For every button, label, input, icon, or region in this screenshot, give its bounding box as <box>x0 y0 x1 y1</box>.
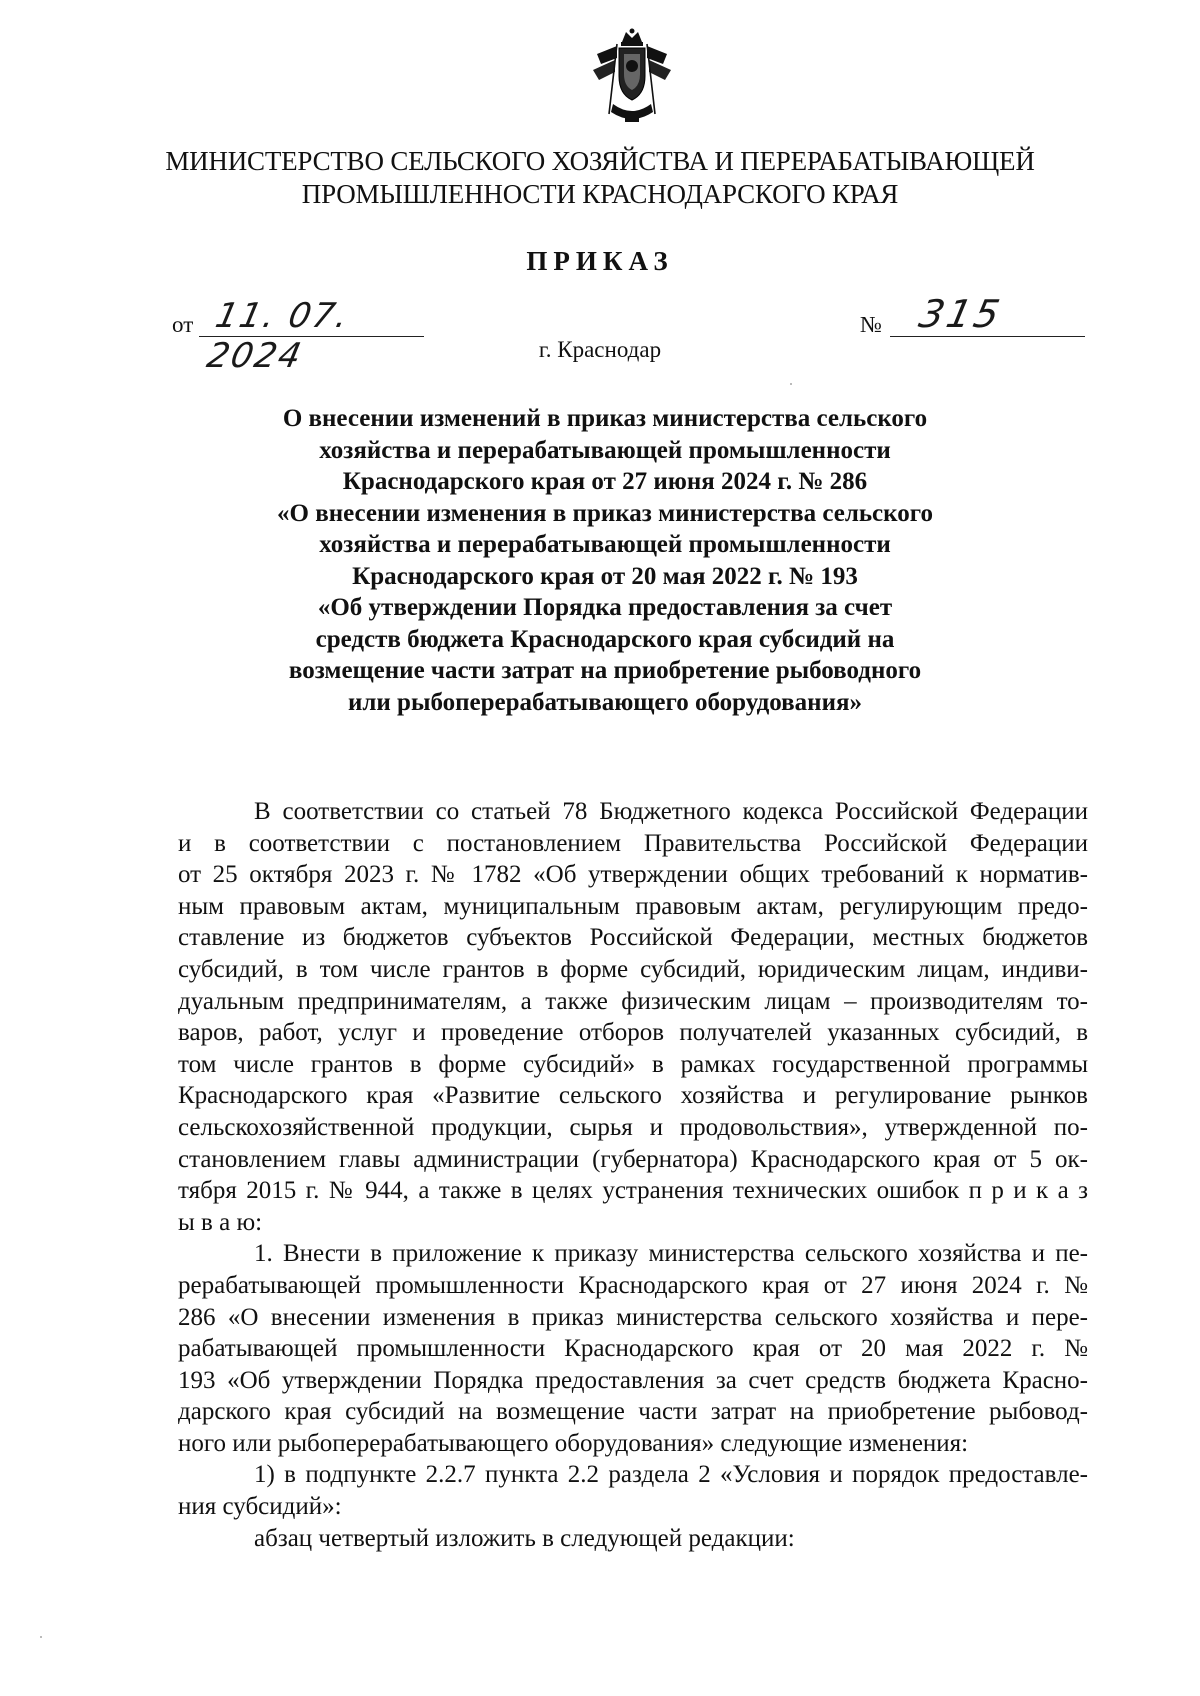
subject-line: Краснодарского края от 27 июня 2024 г. № 286 <box>342 468 868 495</box>
ministry-name-line2: ПРОМЫШЛЕННОСТИ КРАСНОДАРСКОГО КРАЯ <box>301 179 899 209</box>
ministry-name-line1: МИНИСТЕРСТВО СЕЛЬСКОГО ХОЗЯЙСТВА И ПЕРЕРАБАТЫВАЮЩЕЙ <box>165 146 1035 176</box>
body-line: ного или рыбоперерабатывающего оборудования» следующие изменения: <box>178 1429 969 1457</box>
subject-line: «О внесении изменения в приказ министерства сельского <box>277 499 933 527</box>
order-title: ПРИКАЗ <box>526 246 674 276</box>
body-line: В соответствии со статьей 78 Бюджетного кодекса Российской Федерации <box>254 798 1088 825</box>
body-line: ставление из бюджетов субъектов Российской Федерации, местных бюджетов <box>178 924 1088 952</box>
body-line: субсидий, в том числе грантов в форме субсидий, юридическим лицам, индиви- <box>178 955 1088 983</box>
body-line: том числе грантов в форме субсидий» в рамках государственной программы <box>178 1050 1088 1078</box>
body-line: тября 2015 г. № 944, а также в целях устранения технических ошибок п р и к а з <box>178 1177 1088 1205</box>
order-number <box>860 292 1090 340</box>
body-line: от 25 октября 2023 г. № 1782 «Об утверждении общих требований к норматив- <box>178 861 1088 889</box>
body-line: становлением главы администрации (губернатора) Краснодарского края от 5 ок- <box>178 1145 1088 1173</box>
date-underline <box>199 336 424 337</box>
body-line: 193 «Об утверждении Порядка предоставления за счет средств бюджета Красно- <box>178 1366 1088 1394</box>
subject-line: О внесении изменений в приказ министерства сельского <box>282 405 928 432</box>
subject-line: хозяйства и перерабатывающей промышленности <box>319 436 891 464</box>
body-line: Краснодарского края «Развитие сельского хозяйства и регулирование рынков <box>178 1082 1088 1110</box>
subject-line: средств бюджета Краснодарского края субсидий на <box>315 625 895 653</box>
handwritten-date: 11. 07. 2024 <box>203 296 354 376</box>
body-line: дуальным предпринимателям, а также физическим лицам – производителям то- <box>178 987 1088 1015</box>
body-line: сельскохозяйственной продукции, сырья и продовольствия», утвержденной по- <box>178 1113 1088 1141</box>
date-prefix: от <box>172 312 194 337</box>
scan-speck <box>40 1636 42 1638</box>
body-line: рерабатывающей промышленности Краснодарского края от 27 июня 2024 г. № <box>178 1271 1088 1299</box>
body-line: дарского края субсидий на возмещение части затрат на приобретение рыбовод- <box>178 1398 1088 1426</box>
number-underline <box>890 336 1085 337</box>
body-line: и в соответствии с постановлением Правительства Российской Федерации <box>178 829 1088 857</box>
handwritten-number: 315 <box>915 292 1007 336</box>
ministry-name <box>120 145 1080 211</box>
body-line: ным правовым актам, муниципальным правовым актам, регулирующим предо- <box>178 892 1088 920</box>
subject-line: или рыбоперерабатывающего оборудования» <box>347 688 863 716</box>
city: г. Краснодар <box>538 337 662 362</box>
body-line: 1) в подпункте 2.2.7 пункта 2.2 раздела 2 «Условия и порядок предоставле- <box>254 1461 1088 1489</box>
subject-line: Краснодарского края от 20 мая 2022 г. № 193 <box>352 562 858 590</box>
body-line: рабатывающей промышленности Краснодарского края от 20 мая 2022 г. № <box>178 1335 1088 1363</box>
number-prefix: № <box>860 312 882 337</box>
body-line: варов, работ, услуг и проведение отборов получателей указанных субсидий, в <box>178 1019 1088 1047</box>
body-line: ния субсидий»: <box>178 1493 342 1521</box>
order-body <box>178 796 1088 1554</box>
body-line: абзац четвертый изложить в следующей редакции: <box>254 1524 795 1552</box>
body-line: 286 «О внесении изменения в приказ министерства сельского хозяйства и пере- <box>178 1303 1088 1331</box>
body-line: ы в а ю: <box>178 1208 263 1236</box>
body-line: 1. Внести в приложение к приказу министерства сельского хозяйства и пе- <box>254 1240 1088 1268</box>
scan-speck <box>790 383 792 385</box>
subject-line: хозяйства и перерабатывающей промышленности <box>319 531 891 558</box>
krasnodar-coat-of-arms-icon <box>591 28 673 126</box>
subject-line: возмещение части затрат на приобретение рыбоводного <box>288 657 922 684</box>
order-date <box>172 296 432 376</box>
order-subject <box>200 403 1010 718</box>
subject-line: «Об утверждении Порядка предоставления за счет <box>317 594 893 621</box>
